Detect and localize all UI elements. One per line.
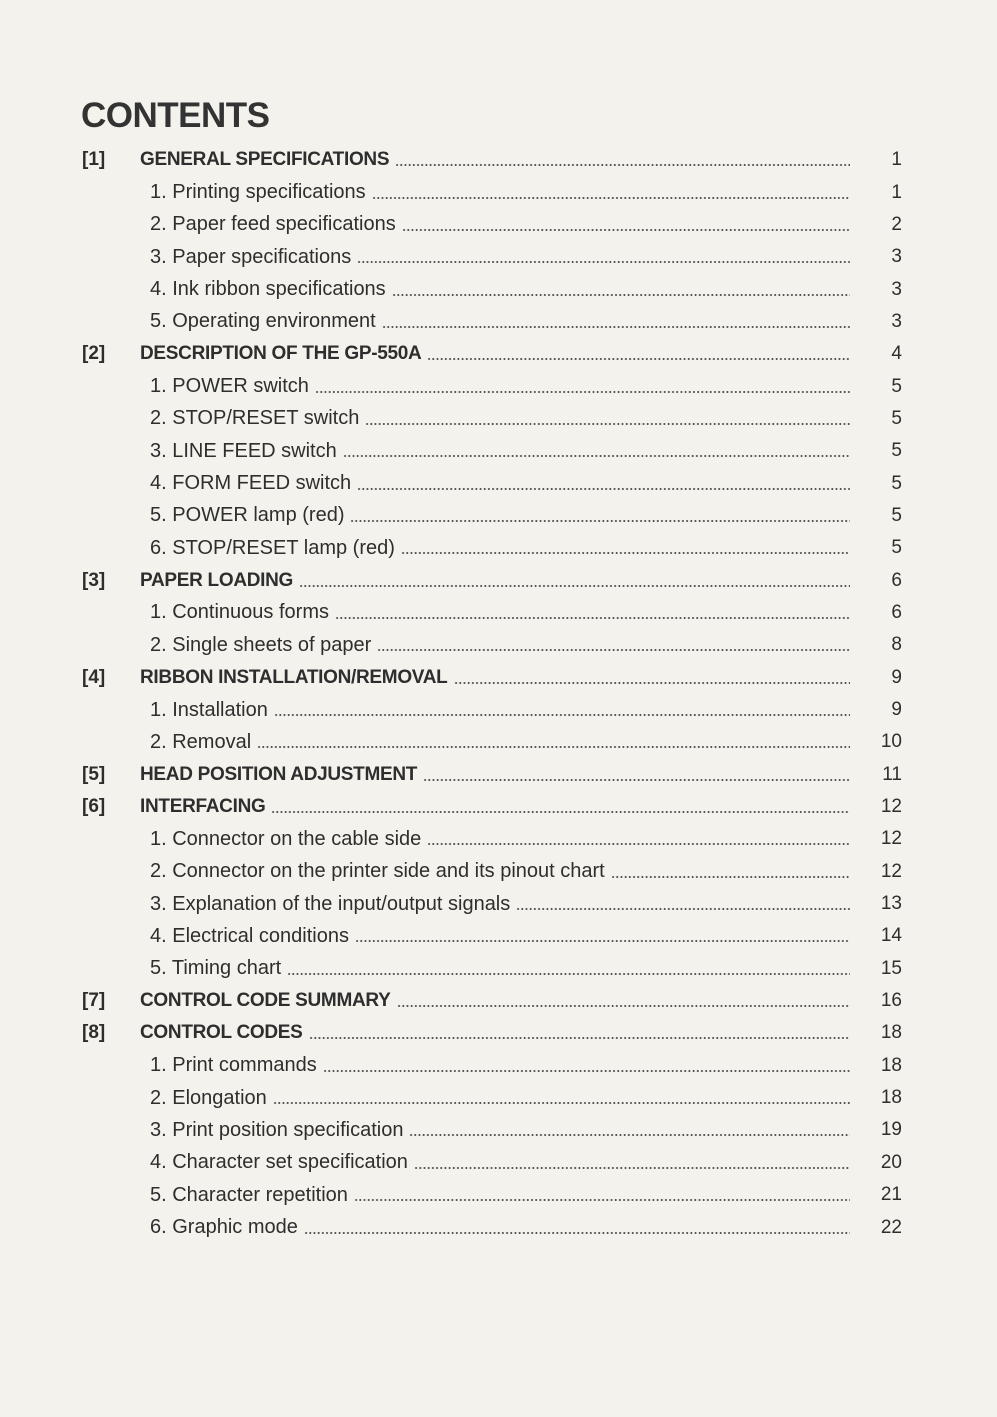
entry-title: CONTROL CODE SUMMARY xyxy=(140,990,391,1012)
dot-leader xyxy=(454,681,851,685)
entry-title: GENERAL SPECIFICATIONS xyxy=(140,149,390,171)
dot-leader xyxy=(350,519,850,523)
toc-subsection xyxy=(82,1211,902,1243)
entry-title: 3. LINE FEED switch xyxy=(150,439,337,462)
page-number: 1 xyxy=(891,149,902,171)
page-number: 18 xyxy=(880,1087,902,1109)
page-number: 19 xyxy=(880,1119,902,1141)
toc-section xyxy=(82,144,902,176)
toc-section xyxy=(82,564,902,596)
dot-leader xyxy=(409,1133,850,1137)
toc-subsection xyxy=(82,273,902,305)
toc-subsection xyxy=(82,694,902,726)
page-number: 20 xyxy=(880,1151,902,1173)
page-number: 5 xyxy=(891,472,902,494)
dot-leader xyxy=(273,1101,850,1105)
entry-title: 2. Paper feed specifications xyxy=(150,213,396,236)
toc-subsection xyxy=(82,435,902,467)
entry-title: 4. Electrical conditions xyxy=(150,924,349,947)
entry-title: 2. Removal xyxy=(150,730,252,753)
dot-leader xyxy=(354,1198,850,1202)
page-number: 5 xyxy=(891,504,902,526)
entry-title: 5. Timing chart xyxy=(150,957,282,980)
page-number: 1 xyxy=(891,181,902,203)
toc-subsection xyxy=(82,500,902,532)
entry-title: 3. Print position specification xyxy=(150,1118,404,1141)
page-number: 18 xyxy=(880,1054,902,1076)
dot-leader xyxy=(377,648,850,652)
page-number: 8 xyxy=(891,634,902,656)
toc-subsection xyxy=(82,1147,902,1179)
dot-leader xyxy=(357,260,850,264)
dot-leader xyxy=(423,778,850,782)
toc-section xyxy=(82,759,902,791)
entry-title: 4. Ink ribbon specifications xyxy=(150,278,386,301)
toc-subsection xyxy=(82,726,902,758)
page-number: 5 xyxy=(891,537,902,559)
toc-subsection xyxy=(82,176,902,208)
toc-subsection xyxy=(82,209,902,241)
toc-subsection xyxy=(82,1114,902,1146)
entry-title: HEAD POSITION ADJUSTMENT xyxy=(140,763,418,785)
page-title: CONTENTS xyxy=(81,96,270,135)
page-number: 10 xyxy=(880,731,902,753)
entry-title: 4. Character set specification xyxy=(150,1151,408,1174)
entry-title: CONTROL CODES xyxy=(140,1022,303,1044)
toc-subsection xyxy=(82,306,902,338)
dot-leader xyxy=(357,487,850,491)
dot-leader xyxy=(427,842,850,846)
page-number: 21 xyxy=(880,1184,902,1206)
toc-section xyxy=(82,662,902,694)
entry-title: 5. POWER lamp (red) xyxy=(150,504,345,527)
section-number: [4] xyxy=(82,666,106,688)
dot-leader xyxy=(274,713,850,717)
entry-title: 1. Print commands xyxy=(150,1054,317,1077)
page-number: 14 xyxy=(880,925,902,947)
dot-leader xyxy=(397,1004,850,1008)
page-number: 3 xyxy=(891,310,902,332)
page-number: 9 xyxy=(891,666,902,688)
entry-title: RIBBON INSTALLATION/REMOVAL xyxy=(140,666,448,688)
toc-subsection xyxy=(82,1050,902,1082)
toc-subsection xyxy=(82,823,902,855)
toc-subsection xyxy=(82,953,902,985)
toc-subsection xyxy=(82,856,902,888)
section-number: [8] xyxy=(82,1022,106,1044)
dot-leader xyxy=(315,390,850,394)
toc-subsection xyxy=(82,467,902,499)
entry-title: 1. Continuous forms xyxy=(150,601,329,624)
page-number: 11 xyxy=(882,763,902,785)
entry-title: 6. Graphic mode xyxy=(150,1216,298,1239)
dot-leader xyxy=(343,454,850,458)
toc-section xyxy=(82,985,902,1017)
page-number: 3 xyxy=(891,278,902,300)
page-number: 12 xyxy=(880,796,902,818)
toc-subsection xyxy=(82,1082,902,1114)
page-number: 6 xyxy=(891,601,902,623)
section-number: [7] xyxy=(82,990,106,1012)
page-number: 4 xyxy=(891,343,902,365)
entry-title: INTERFACING xyxy=(140,796,266,818)
table-of-contents xyxy=(82,144,902,1244)
page-number: 15 xyxy=(880,957,902,979)
toc-subsection xyxy=(82,888,902,920)
entry-title: 3. Explanation of the input/output signals xyxy=(150,892,511,915)
section-number: [6] xyxy=(82,796,106,818)
page-number: 12 xyxy=(880,860,902,882)
entry-title: DESCRIPTION OF THE GP-550A xyxy=(140,343,422,365)
toc-section xyxy=(82,1017,902,1049)
toc-section xyxy=(82,338,902,370)
page-number: 18 xyxy=(880,1022,902,1044)
toc-subsection xyxy=(82,920,902,952)
section-number: [2] xyxy=(82,343,106,365)
dot-leader xyxy=(401,551,850,555)
dot-leader xyxy=(372,196,850,200)
entry-title: 4. FORM FEED switch xyxy=(150,472,352,495)
entry-title: 1. Installation xyxy=(150,698,268,721)
entry-title: 5. Character repetition xyxy=(150,1183,348,1206)
dot-leader xyxy=(427,357,850,361)
page-number: 16 xyxy=(880,990,902,1012)
page-number: 13 xyxy=(880,893,902,915)
entry-title: 3. Paper specifications xyxy=(150,245,352,268)
dot-leader xyxy=(392,293,850,297)
toc-subsection xyxy=(82,403,902,435)
dot-leader xyxy=(382,325,850,329)
toc-subsection xyxy=(82,241,902,273)
dot-leader xyxy=(299,584,850,588)
dot-leader xyxy=(365,422,850,426)
dot-leader xyxy=(335,616,850,620)
entry-title: 1. Printing specifications xyxy=(150,181,366,204)
toc-section xyxy=(82,791,902,823)
dot-leader xyxy=(304,1231,850,1235)
entry-title: 1. Connector on the cable side xyxy=(150,827,422,850)
entry-title: PAPER LOADING xyxy=(140,569,294,591)
page-number: 5 xyxy=(891,375,902,397)
page-number: 22 xyxy=(880,1216,902,1238)
entry-title: 2. Connector on the printer side and its pinout chart xyxy=(150,860,605,883)
page-number: 2 xyxy=(891,213,902,235)
dot-leader xyxy=(402,228,850,232)
toc-subsection xyxy=(82,1179,902,1211)
dot-leader xyxy=(395,163,850,167)
dot-leader xyxy=(271,810,850,814)
page-number: 3 xyxy=(891,246,902,268)
toc-subsection xyxy=(82,629,902,661)
page-number: 9 xyxy=(891,699,902,721)
page-number: 5 xyxy=(891,440,902,462)
dot-leader xyxy=(611,875,850,879)
page-number: 5 xyxy=(891,407,902,429)
entry-title: 5. Operating environment xyxy=(150,310,376,333)
section-number: [1] xyxy=(82,149,106,171)
entry-title: 6. STOP/RESET lamp (red) xyxy=(150,536,395,559)
section-number: [3] xyxy=(82,569,106,591)
dot-leader xyxy=(257,745,850,749)
entry-title: 2. Elongation xyxy=(150,1086,267,1109)
toc-subsection xyxy=(82,370,902,402)
dot-leader xyxy=(414,1166,850,1170)
toc-subsection xyxy=(82,597,902,629)
page-number: 12 xyxy=(880,828,902,850)
dot-leader xyxy=(323,1069,850,1073)
dot-leader xyxy=(355,939,850,943)
section-number: [5] xyxy=(82,763,106,785)
toc-subsection xyxy=(82,532,902,564)
page-number: 6 xyxy=(891,569,902,591)
entry-title: 2. STOP/RESET switch xyxy=(150,407,360,430)
entry-title: 1. POWER switch xyxy=(150,375,309,398)
dot-leader xyxy=(309,1036,850,1040)
entry-title: 2. Single sheets of paper xyxy=(150,633,372,656)
dot-leader xyxy=(516,907,850,911)
dot-leader xyxy=(287,972,850,976)
